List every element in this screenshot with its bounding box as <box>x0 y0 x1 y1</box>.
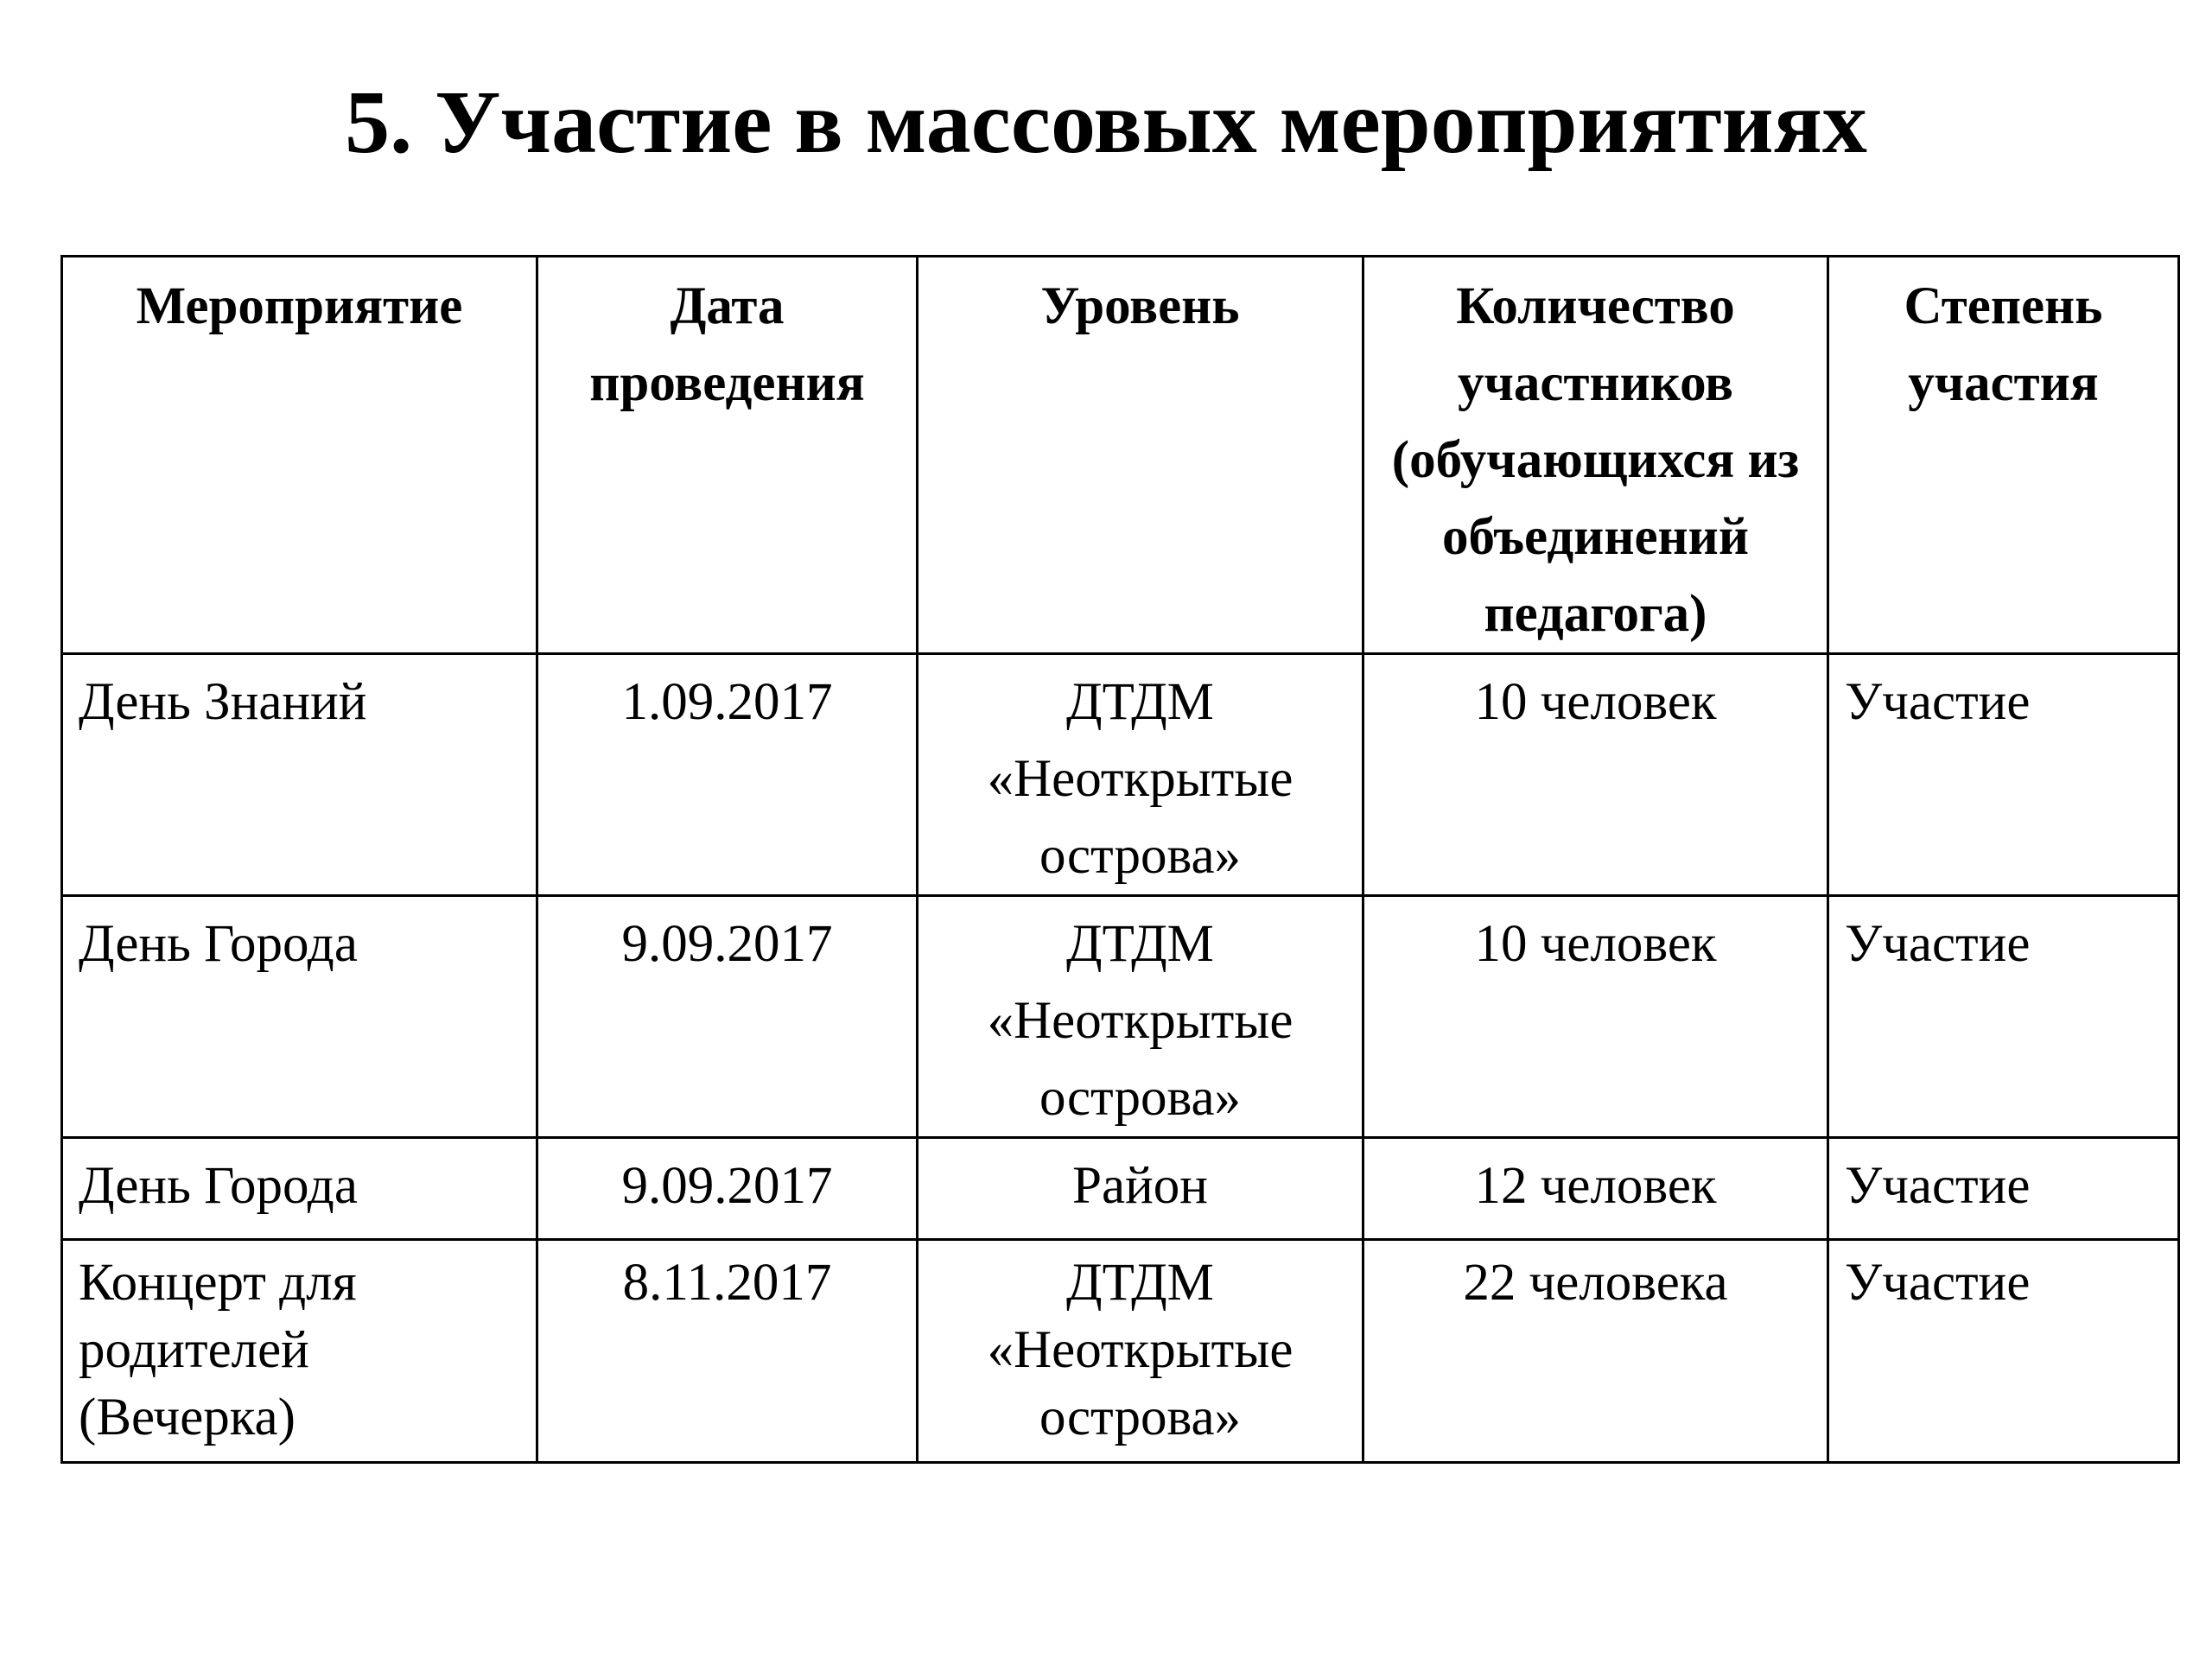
cell-line: острова» <box>1039 1389 1242 1446</box>
cell-line: «Неоткрытые <box>987 1321 1294 1379</box>
header-line: Степень <box>1904 277 2103 335</box>
table-row <box>62 1138 2179 1240</box>
table-row <box>62 654 2179 896</box>
cell-level <box>918 1138 1363 1240</box>
cell-degree: Участие <box>1828 654 2179 896</box>
cell-degree: Участие <box>1828 896 2179 1138</box>
cell-count: 10 человек <box>1363 654 1828 896</box>
table-row <box>62 1240 2179 1463</box>
header-date <box>537 257 918 654</box>
header-line: Количество <box>1456 277 1735 335</box>
cell-event <box>62 896 537 1138</box>
cell-line: Концерт для <box>79 1254 357 1312</box>
cell-degree: Участие <box>1828 1138 2179 1240</box>
header-line: участников <box>1458 354 1733 412</box>
cell-line: День Знаний <box>79 673 367 731</box>
header-event <box>62 257 537 654</box>
cell-event <box>62 654 537 896</box>
cell-level <box>918 896 1363 1138</box>
cell-level <box>918 1240 1363 1463</box>
page-title: 5. Участие в массовых мероприятиях <box>345 73 1867 172</box>
cell-date: 9.09.2017 <box>537 1138 918 1240</box>
cell-date: 1.09.2017 <box>537 654 918 896</box>
cell-line: Район <box>1072 1157 1208 1215</box>
cell-line: ДТДМ <box>1066 915 1214 973</box>
cell-degree: Участие <box>1828 1240 2179 1463</box>
cell-line: День Города <box>79 1157 358 1215</box>
header-line: Уровень <box>1040 277 1240 335</box>
header-line: участия <box>1908 354 2099 412</box>
events-table <box>60 255 2180 1464</box>
cell-line: «Неоткрытые <box>987 750 1294 808</box>
cell-event <box>62 1138 537 1240</box>
header-line: объединений <box>1442 508 1749 566</box>
cell-line: ДТДМ <box>1066 1254 1214 1312</box>
cell-line: ДТДМ <box>1066 673 1214 731</box>
cell-line: День Города <box>79 915 358 973</box>
cell-line: острова» <box>1039 1069 1242 1127</box>
cell-line: «Неоткрытые <box>987 992 1294 1050</box>
header-participants-count <box>1363 257 1828 654</box>
header-level <box>918 257 1363 654</box>
cell-line: родителей <box>79 1321 309 1379</box>
cell-event <box>62 1240 537 1463</box>
cell-count: 10 человек <box>1363 896 1828 1138</box>
cell-count: 12 человек <box>1363 1138 1828 1240</box>
header-participation-degree <box>1828 257 2179 654</box>
header-line: (обучающихся из <box>1391 431 1800 489</box>
header-line: Мероприятие <box>136 277 463 335</box>
header-line: проведения <box>589 354 865 412</box>
header-line: Дата <box>670 277 785 335</box>
header-line: педагога) <box>1484 585 1707 643</box>
cell-level <box>918 654 1363 896</box>
table-header-row <box>62 257 2179 654</box>
cell-line: (Вечерка) <box>79 1389 296 1446</box>
table-row <box>62 896 2179 1138</box>
cell-date: 9.09.2017 <box>537 896 918 1138</box>
cell-line: острова» <box>1039 827 1242 885</box>
cell-count: 22 человека <box>1363 1240 1828 1463</box>
cell-date: 8.11.2017 <box>537 1240 918 1463</box>
